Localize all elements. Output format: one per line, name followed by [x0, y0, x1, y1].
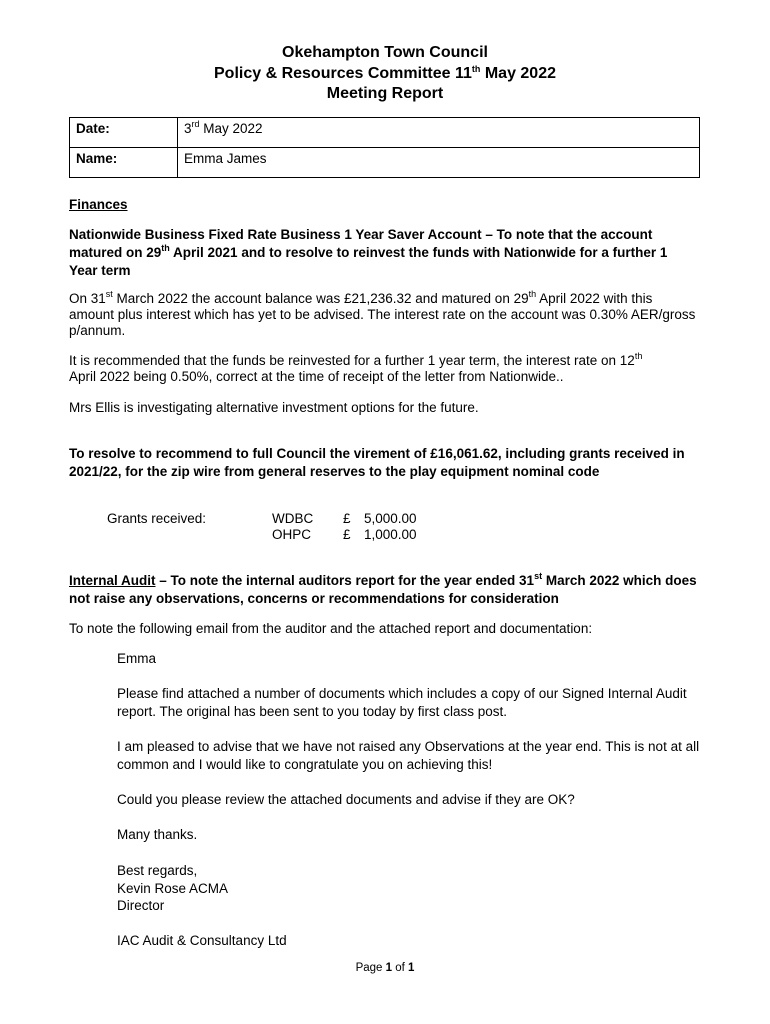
grant-amount: 1,000.00: [364, 527, 417, 542]
virement-item-title: To resolve to recommend to full Council the virement of £16,061.62, including grants received in 2021/22, for the zip wire from general reserves to the play equipment nominal code: [69, 446, 685, 479]
internal-audit-item-title: Internal Audit – To note the internal auditors report for the year ended 31st March 2022 which does not raise any observations, concerns or recommendations for consideration: [69, 571, 697, 606]
grant-source: OHPC: [272, 527, 312, 542]
email-sender-company: IAC Audit & Consultancy Ltd: [117, 933, 287, 948]
nationwide-item-title: Nationwide Business Fixed Rate Business 1 Year Saver Account – To note that the account matured on 29th April 2021 and to resolve to reinvest the funds with Nationwide for a further 1 Year term: [69, 227, 668, 278]
page-number-footer: Page 1 of 1: [355, 962, 415, 974]
investment-options-note: Mrs Ellis is investigating alternative investment options for the future.: [69, 400, 479, 415]
committee-title: Policy & Resources Committee 11th May 2022: [214, 64, 556, 82]
email-greeting: Emma: [117, 651, 157, 666]
email-paragraph: Many thanks.: [117, 827, 198, 842]
grants-label: Grants received:: [107, 511, 207, 526]
report-title: Meeting Report: [326, 85, 444, 102]
name-value: Emma James: [178, 148, 700, 178]
email-paragraph: Could you please review the attached documents and advise if they are OK?: [117, 792, 575, 807]
report-info-table: [69, 117, 700, 178]
grant-amount: 5,000.00: [364, 511, 417, 526]
email-sender-name: Kevin Rose ACMA: [117, 881, 229, 896]
grant-currency: £: [343, 511, 351, 526]
email-paragraph: I am pleased to advise that we have not raised any Observations at the year end. This is not at all common and I would like to congratulate you on achieving this!: [117, 739, 700, 772]
finances-heading: Finances: [69, 197, 128, 212]
date-label: Date:: [70, 118, 178, 148]
council-title: Okehampton Town Council: [282, 44, 488, 61]
date-row: [70, 118, 700, 148]
email-paragraph: Please find attached a number of documents which includes a copy of our Signed Internal Audit report. The original has been sent to you today by first class post.: [117, 686, 687, 719]
audit-email-intro: To note the following email from the auditor and the attached report and documentation:: [69, 621, 593, 636]
name-label: Name:: [70, 148, 178, 178]
grant-currency: £: [343, 527, 351, 542]
reinvest-recommendation: It is recommended that the funds be reinvested for a further 1 year term, the interest rate on 12th April 2022 being 0.50%, correct at the time of receipt of the letter from Nationwide..: [69, 351, 643, 384]
date-value: 3rd May 2022: [178, 118, 700, 148]
email-signoff: Best regards,: [117, 863, 198, 878]
grant-source: WDBC: [272, 511, 314, 526]
internal-audit-heading: Internal Audit: [69, 573, 156, 588]
email-sender-role: Director: [117, 898, 165, 913]
account-balance-paragraph: On 31st March 2022 the account balance was £21,236.32 and matured on 29th April 2022 with this amount plus interest which has yet to be advised. The interest rate on the account was 0.30% AER/gross p/annum.: [69, 289, 696, 338]
name-row: [70, 148, 700, 178]
